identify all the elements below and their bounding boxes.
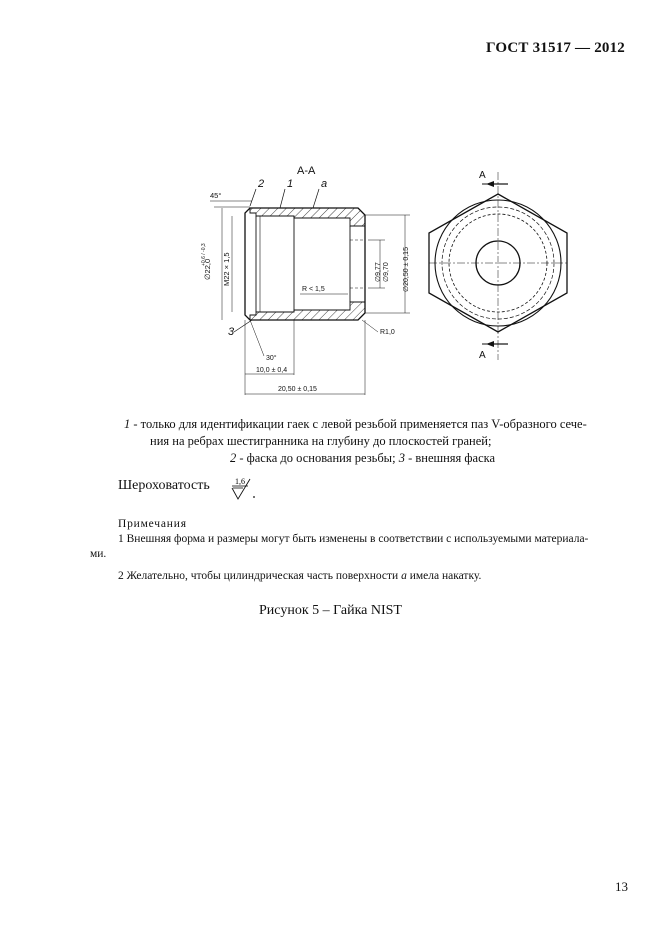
note-1-cont: ми. [90, 548, 107, 560]
dim-diameter-22: ∅22,0 [203, 258, 212, 280]
angle-45-label: 45° [210, 191, 222, 200]
hexagon-view [429, 170, 567, 361]
note-2: 2 Желательно, чтобы цилиндрическая часть поверхности a имела накатку. [118, 570, 482, 582]
dim-length-10: 10,0 ± 0,4 [256, 367, 288, 374]
legend-item-1: 1 - только для идентификации гаек с левой резьбой применяется паз V-образного сече- [124, 417, 587, 431]
note-1: 1 Внешняя форма и размеры могут быть изменены в соответствии с используемыми материала- [118, 533, 589, 545]
legend-item-1-cont: ния на ребрах шестигранника на глубину до плоскостей граней; [150, 434, 492, 448]
section-label: А-А [297, 165, 316, 177]
roughness-label: Шероховатость [118, 478, 210, 493]
section-mark-top: А [479, 170, 486, 181]
callout-1: 1 [287, 178, 294, 190]
dim-length-20: 20,50 ± 0,15 [278, 386, 317, 393]
dim-thread: M22 × 1,5 [222, 252, 231, 286]
notes-title: Примечания [118, 518, 187, 530]
dim-diameter-9-70: ∅9,70 [383, 262, 390, 282]
angle-30-label: 30° [266, 355, 277, 362]
section-mark-bottom: А [479, 350, 486, 361]
dim-r1: R1,0 [380, 329, 395, 336]
dim-diameter-9-77: ∅9,77 [375, 262, 382, 282]
figure-legend [90, 416, 620, 467]
notes-section [90, 517, 630, 584]
callout-a: a [321, 178, 328, 190]
legend-items-2-3: 2 - фаска до основания резьбы; 3 - внешняя фаска [230, 451, 496, 465]
nut-section-outline [245, 208, 365, 320]
nut-technical-drawing [190, 160, 590, 400]
callout-2: 2 [258, 178, 265, 190]
dim-diameter-22-tol: +0,6 / -0,3 [201, 243, 207, 266]
figure-caption: Рисунок 5 – Гайка NIST [259, 603, 402, 618]
page-number: 13 [615, 879, 628, 894]
callout-3: 3 [228, 326, 235, 338]
radius-label: R < 1,5 [302, 286, 325, 293]
dim-across-flats: ∅20,50 ± 0,15 [403, 247, 410, 292]
roughness-symbol-icon [228, 475, 268, 503]
roughness-value: 1,6 [235, 477, 245, 486]
document-header: ГОСТ 31517 — 2012 [485, 40, 625, 56]
